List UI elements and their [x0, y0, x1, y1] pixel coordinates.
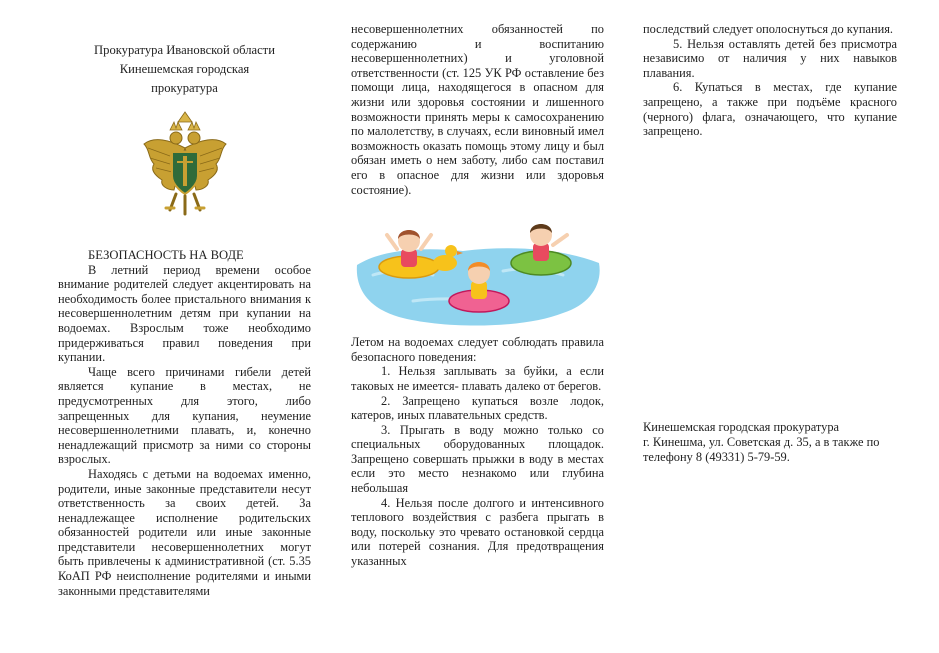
- rule-4: 4. Нельзя после долгого и интенсивного теплового воздействия с разбега прыгать в воду, поскольку это чревато остановкой сердца или потерей сознания. Для предотвращения указанных: [351, 495, 604, 569]
- contact-org: Кинешемская городская прокуратура: [643, 420, 840, 434]
- rule-6: 6. Купаться в местах, где купание запрещено, а также при подъёме красного (черного) флага, означающего, что купание запрещено.: [643, 80, 897, 139]
- children-swimming-illustration: [353, 205, 603, 329]
- rule-5: 5. Нельзя оставлять детей без присмотра независимо от наличия у них навыков плавания.: [643, 36, 897, 80]
- paragraph-causes: Чаще всего причинами гибели детей является купание в местах, не предусмотренных для этого, либо запрещенных для купания, неумение несовершеннолетними плавать, и, конечно ненадлежащий присмотр за ними со стороны взрослых.: [58, 364, 311, 467]
- org-name-line3: прокуратура: [151, 81, 218, 95]
- contact-info: [643, 420, 903, 465]
- contact-address-phone: г. Кинешма, ул. Советская д. 35, а в также по телефону 8 (49331) 5-79-59.: [643, 435, 880, 464]
- column-left: [58, 0, 311, 598]
- column-middle: [351, 22, 604, 569]
- paragraph-intro: В летний период времени особое внимание родителей следует акцентировать на необходимость более пристального внимания к несовершеннолетним детям при купании на водоемах. Взрослым тоже необходимо придерживаться правил поведения при купании.: [58, 262, 311, 365]
- rule-2: 2. Запрещено купаться возле лодок, катеров, иных плавательных средств.: [351, 393, 604, 423]
- rule-4-continued: последствий следует ополоснуться до купания.: [643, 22, 894, 36]
- rules-intro: Летом на водоемах следует соблюдать правила безопасного поведения:: [351, 335, 604, 364]
- paragraph-responsibility: Находясь с детьми на водоемах именно, родители, иные законные представители несут ответственность за своих детей. За ненадлежащее исполнение родительских обязанностей родители или иные законные представители несовершеннолетних могут быть привлечены к административной (ст. 5.35 КоАП РФ неисполнение родителями и иными законными представителями: [58, 466, 311, 598]
- org-name-line1: Прокуратура Ивановской области: [94, 43, 275, 57]
- organization-header: [58, 41, 311, 98]
- org-name-line2: Кинешемская городская: [119, 62, 250, 76]
- section-title: БЕЗОПАСНОСТЬ НА ВОДЕ: [88, 248, 244, 262]
- prosecutor-emblem-icon: [140, 110, 230, 220]
- paragraph-responsibility-continued: несовершеннолетних обязанностей по содержанию и воспитанию несовершеннолетних) и уголовной ответственности (ст. 125 УК РФ оставление без помощи лица, находящегося в опасном для жизни или здоровья состоянии и лишенного возможности принять меры к самосохранению по малолетству, в случаях, если виновный имел возможность оказать помощь этому лицу и был обязан иметь о нем заботу, либо сам поставил его в опасное для жизни или здоровья состояние).: [351, 22, 604, 197]
- column-right: [643, 22, 897, 139]
- rule-3: 3. Прыгать в воду можно только со специальных оборудованных площадок. Запрещено совершать прыжки в воду в местах если это место незнакомо или глубина небольшая: [351, 422, 604, 496]
- rule-1: 1. Нельзя заплывать за буйки, а если таковых не имеется- плавать далеко от берегов.: [351, 364, 604, 393]
